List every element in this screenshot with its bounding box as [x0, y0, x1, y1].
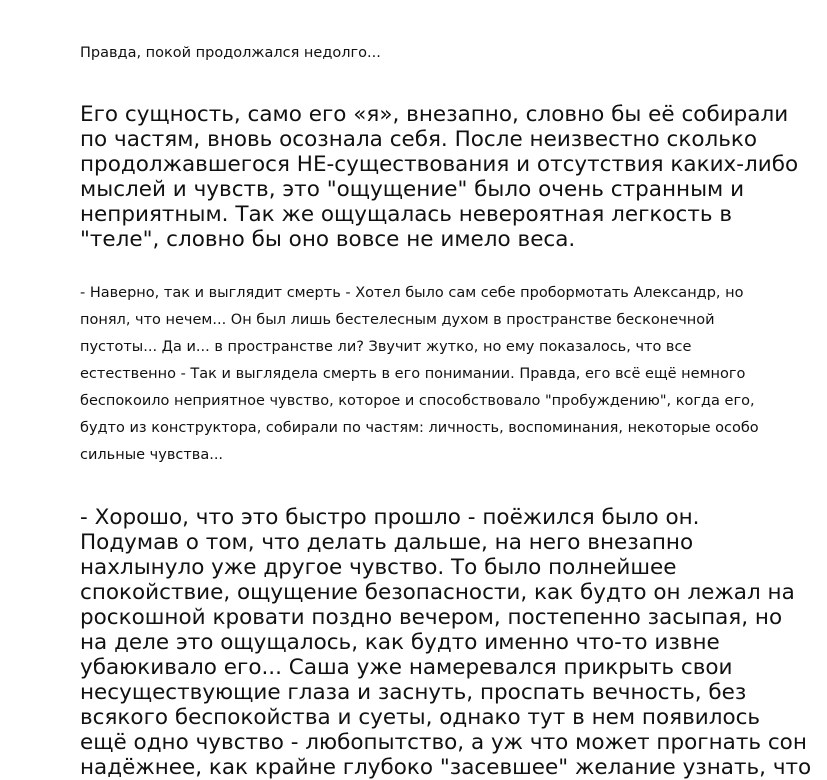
text-line: Подумав о том, что делать дальше, на него внезапно — [80, 530, 694, 555]
text-line: Его сущность, само его «я», внезапно, словно бы её собирали — [80, 102, 789, 127]
text-line: на деле это ощущалось, как будто именно что-то извне — [80, 630, 720, 655]
text-line: сильные чувства... — [80, 447, 224, 463]
paragraph-intro — [80, 40, 381, 67]
text-line: - Хорошо, что это быстро прошло - поёжился было он. — [80, 505, 700, 530]
text-line: будто из конструктора, собирали по частям: личность, воспоминания, некоторые особо — [80, 420, 759, 436]
text-line: нахлынуло уже другое чувство. То было полнейшее — [80, 555, 677, 580]
text-line: - Наверно, так и выглядит смерть - Хотел было сам себе пробормотать Александр, но — [80, 285, 744, 301]
text-line: всякого беспокойства и суеты, однако тут в нем появилось — [80, 705, 761, 730]
text-line: роскошной кровати поздно вечером, постепенно засыпая, но — [80, 605, 783, 630]
text-line: естественно - Так и выглядела смерть в его понимании. Правда, его всё ещё немного — [80, 366, 746, 382]
text-line: ещё одно чувство - любопытство, а уж что может прогнать сон — [80, 730, 807, 755]
text-line: Правда, покой продолжался недолго... — [80, 45, 381, 61]
text-line: "теле", словно бы оно вовсе не имело веса. — [80, 227, 576, 252]
text-line: беспокоило неприятное чувство, которое и способствовало "пробуждению", когда его, — [80, 393, 755, 409]
text-line: спокойствие, ощущение безопасности, как будто он лежал на — [80, 580, 795, 605]
paragraph-small-dialogue — [80, 280, 759, 469]
paragraph-large-1 — [80, 102, 798, 252]
text-line: понял, что нечем... Он был лишь бестелесным духом в пространстве бесконечной — [80, 312, 715, 328]
text-line: по частям, вновь осознала себя. После неизвестно сколько — [80, 127, 758, 152]
text-line: пустоты... Да и... в пространстве ли? Звучит жутко, но ему показалось, что все — [80, 339, 692, 355]
text-line: неприятным. Так же ощущалась невероятная легкость в — [80, 202, 733, 227]
text-line: продолжавшегося НЕ-существования и отсутствия каких-либо — [80, 152, 799, 177]
text-line: убаюкивало его... Саша уже намеревался прикрыть свои — [80, 655, 733, 680]
text-line: мыслей и чувств, это "ощущение" было очень странным и — [80, 177, 745, 202]
paragraph-large-2 — [80, 505, 811, 780]
text-line: несуществующие глаза и заснуть, проспать вечность, без — [80, 680, 747, 705]
text-line: надёжнее, как крайне глубоко "засевшее" желание узнать, что — [80, 755, 812, 780]
